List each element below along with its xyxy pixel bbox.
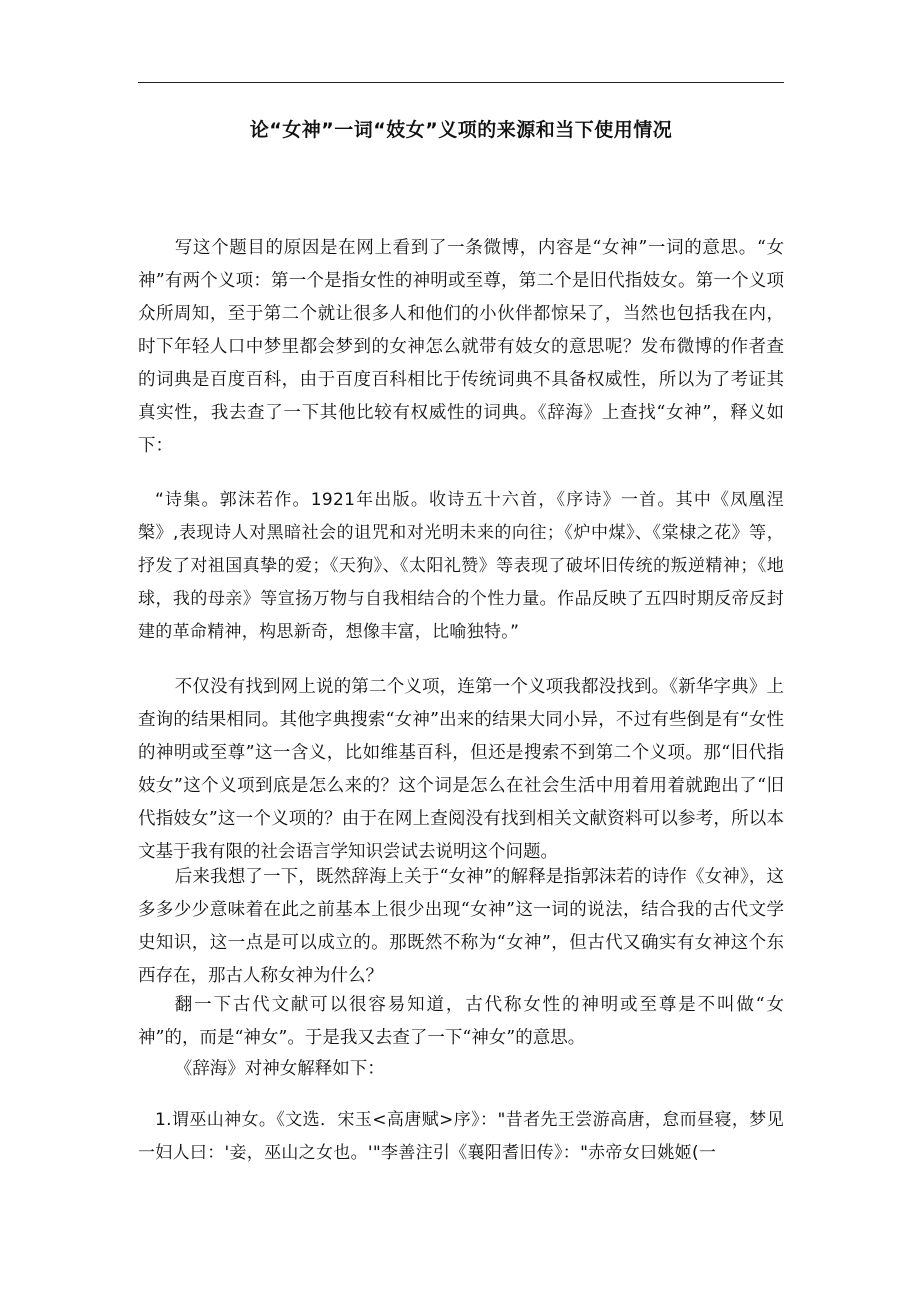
header-rule	[138, 82, 784, 83]
paragraph-intro: 写这个题目的原因是在网上看到了一条微博，内容是“女神”一词的意思。“女神”有两个义项：第一个是指女性的神明或至尊，第二个是旧代指妓女。第一个义项众所周知，至于第二个就让很多人和他们的小伙伴都惊呆了，当然也包括我在内，时下年轻人口中梦里都会梦到的女神怎么就带有妓女的意思呢？发布微博的作者查的词典是百度百科，由于百度百科相比于传统词典不具备权威性，所以为了考证其真实性，我去查了一下其他比较有权威性的词典。《辞海》上查找“女神”，释义如下：	[138, 238, 784, 456]
quote-shennv-definition: 1.谓巫山神女。《文选．宋玉<高唐赋>序》："昔者先王尝游高唐，怠而昼寝，梦见一妇人曰：'妾，巫山之女也。'"李善注引《襄阳耆旧传》："赤帝女曰姚姬(一	[138, 1110, 784, 1163]
paragraph-search-results: 不仅没有找到网上说的第二个义项，连第一个义项我都没找到。《新华字典》上查询的结果相同。其他字典搜索“女神”出来的结果大同小异，不过有些倒是有“女性的神明或至尊”这一含义，比如维基百科，但还是搜索不到第二个义项。那“旧代指妓女”这个义项到底是怎么来的？这个词是怎么在社会生活中用着用着就跑出了“旧代指妓女”这一个义项的？由于在网上查阅没有找到相关文献资料可以参考，所以本文基于我有限的社会语言学知识尝试去说明这个问题。	[138, 677, 784, 862]
paragraph-ancient-literature: 翻一下古代文献可以很容易知道，古代称女性的神明或至尊是不叫做“女神”的，而是“神女”。于是我又去查了一下“神女”的意思。	[138, 995, 784, 1048]
paragraph-reflection: 后来我想了一下，既然辞海上关于“女神”的解释是指郭沫若的诗作《女神》，这多多少少意味着在此之前基本上很少出现“女神”这一词的说法，结合我的古代文学史知识，这一点是可以成立的。那既然不称为“女神”，但古代又确实有女神这个东西存在，那古人称女神为什么？	[138, 867, 784, 986]
paragraph-cihai-shennv: 《辞海》对神女解释如下：	[174, 1059, 385, 1079]
quote-cihai-definition: “诗集。郭沫若作。1921年出版。收诗五十六首，《序诗》一首。其中《凤凰涅槃》,表现诗人对黑暗社会的诅咒和对光明未来的向往；《炉中煤》、《棠棣之花》等，抒发了对祖国真挚的爱；《天狗》、《太阳礼赞》等表现了破坏旧传统的叛逆精神；《地球，我的母亲》等宣扬万物与自我相结合的个性力量。作品反映了五四时期反帝反封建的革命精神，构思新奇，想像丰富，比喻独特。”	[138, 490, 784, 642]
page-title: 论“女神”一词“妓女”义项的来源和当下使用情况	[249, 119, 673, 141]
